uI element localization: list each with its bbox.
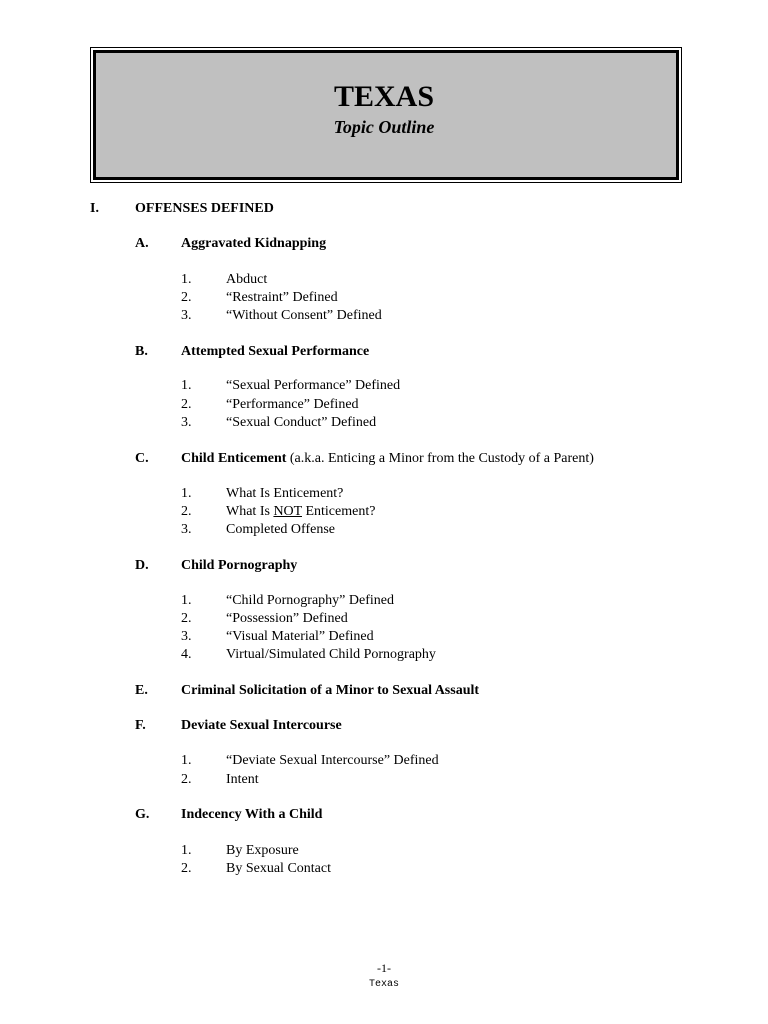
sub-item-text: “Performance” Defined — [226, 397, 359, 412]
sub-item-text: What Is Enticement? — [226, 486, 344, 501]
sub-item-text: “Sexual Conduct” Defined — [226, 415, 377, 430]
item-letter: G. — [135, 807, 150, 822]
sub-item-text-underlined: NOT — [273, 504, 302, 519]
item-heading-group — [181, 450, 594, 468]
section-title: OFFENSES DEFINED — [135, 201, 274, 216]
title-box-fill — [95, 52, 677, 178]
item-letter: C. — [135, 451, 149, 466]
sub-item-text: “Child Pornography” Defined — [226, 593, 394, 608]
sub-item-text — [226, 503, 375, 521]
item-heading: Indecency With a Child — [181, 807, 323, 822]
item-letter: B. — [135, 344, 148, 359]
item-heading: Attempted Sexual Performance — [181, 344, 370, 359]
sub-item-text: “Possession” Defined — [226, 611, 348, 626]
sub-item-text: By Sexual Contact — [226, 861, 331, 876]
sub-item-number: 3. — [181, 629, 192, 644]
sub-item-number: 1. — [181, 753, 192, 768]
sub-item-text: Abduct — [226, 272, 268, 287]
sub-item-number: 2. — [181, 290, 192, 305]
sub-item-text: “Visual Material” Defined — [226, 629, 374, 644]
sub-item-text: Completed Offense — [226, 522, 335, 537]
sub-item-number: 4. — [181, 647, 192, 662]
sub-item-number: 3. — [181, 415, 192, 430]
item-letter: D. — [135, 558, 149, 573]
sub-item-number: 2. — [181, 861, 192, 876]
sub-item-number: 2. — [181, 611, 192, 626]
sub-item-text: “Deviate Sexual Intercourse” Defined — [226, 753, 439, 768]
sub-item-text-post: Enticement? — [301, 504, 376, 519]
sub-item-number: 2. — [181, 504, 192, 519]
document-title: TEXAS — [333, 80, 435, 113]
section-numeral: I. — [90, 201, 99, 216]
sub-item-text: “Restraint” Defined — [226, 290, 338, 305]
sub-item-number: 1. — [181, 272, 192, 287]
item-heading: Deviate Sexual Intercourse — [181, 718, 342, 733]
sub-item-number: 1. — [181, 486, 192, 501]
sub-item-number: 3. — [181, 522, 192, 537]
item-heading: Criminal Solicitation of a Minor to Sexual Assault — [181, 683, 480, 698]
document-subtitle: Topic Outline — [333, 117, 435, 137]
item-letter: A. — [135, 236, 149, 251]
sub-item-text: By Exposure — [226, 843, 299, 858]
page-number: -1- — [377, 961, 391, 975]
item-heading: Child Pornography — [181, 558, 298, 573]
item-heading: Child Enticement — [181, 451, 287, 466]
footer-document-name: Texas — [368, 979, 399, 990]
sub-item-text: “Without Consent” Defined — [226, 308, 382, 323]
sub-item-text: Virtual/Simulated Child Pornography — [226, 647, 436, 662]
sub-item-text-pre: What Is — [226, 504, 274, 519]
item-letter: E. — [135, 683, 148, 698]
item-heading-note: (a.k.a. Enticing a Minor from the Custody of a Parent) — [286, 451, 594, 466]
sub-item-number: 1. — [181, 593, 192, 608]
sub-item-number: 2. — [181, 397, 192, 412]
sub-item-number: 2. — [181, 772, 192, 787]
sub-item-text: Intent — [226, 772, 259, 787]
item-letter: F. — [135, 718, 146, 733]
sub-item-number: 1. — [181, 378, 192, 393]
item-heading: Aggravated Kidnapping — [181, 236, 327, 251]
title-box — [90, 47, 682, 183]
sub-item-number: 1. — [181, 843, 192, 858]
sub-item-number: 3. — [181, 308, 192, 323]
sub-item-text: “Sexual Performance” Defined — [226, 378, 401, 393]
